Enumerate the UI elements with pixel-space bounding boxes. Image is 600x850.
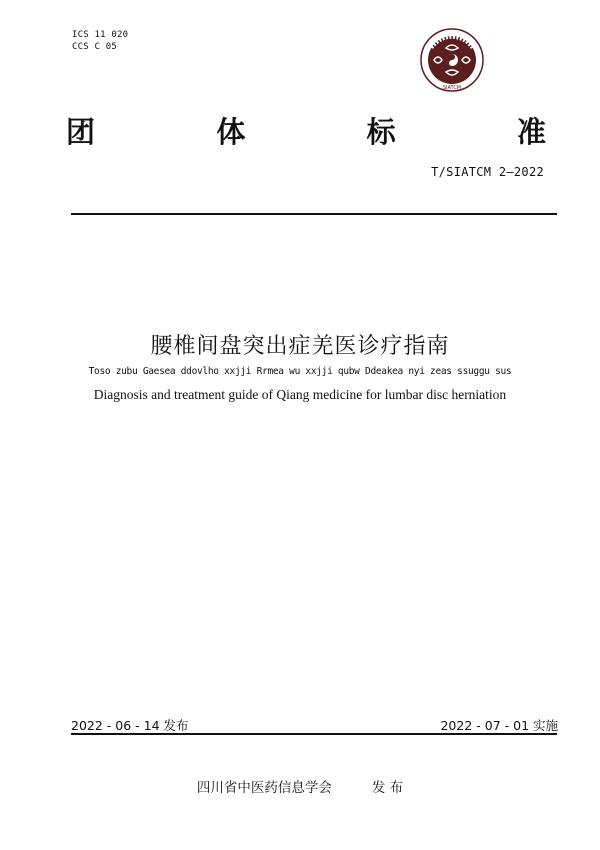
- heading-char: 团: [66, 115, 96, 149]
- svg-text:SIATCM: SIATCM: [442, 85, 462, 91]
- publisher-line: [0, 776, 600, 796]
- publisher-name: 四川省中医药信息学会: [196, 780, 332, 796]
- issue-date: 2022 - 06 - 14 发布: [71, 718, 189, 733]
- publish-action: 发 布: [371, 780, 404, 796]
- classification-codes: [72, 29, 128, 53]
- top-divider: [71, 213, 557, 215]
- bottom-divider: [71, 733, 557, 735]
- association-seal-icon: [420, 28, 484, 92]
- heading-char: 标: [366, 115, 396, 149]
- heading-char: 体: [216, 115, 246, 149]
- ics-code: ICS 11 020: [72, 30, 129, 40]
- implementation-date: 2022 - 07 - 01 实施: [440, 718, 558, 733]
- ccs-code: CCS C 05: [72, 42, 117, 52]
- document-type-heading: [66, 112, 546, 152]
- english-title: Diagnosis and treatment guide of Qiang medicine for lumbar disc herniation: [93, 387, 507, 402]
- heading-char: 准: [516, 115, 546, 149]
- chinese-title: 腰椎间盘突出症羌医诊疗指南: [150, 334, 450, 359]
- standard-number: T/SIATCM 2—2022: [431, 165, 544, 179]
- qiang-title: Toso zubu Gaesea ddovlho xxjji Rrmea wu xxjji qubw Ddeakea nyi zeas ssuggu sus: [88, 366, 512, 377]
